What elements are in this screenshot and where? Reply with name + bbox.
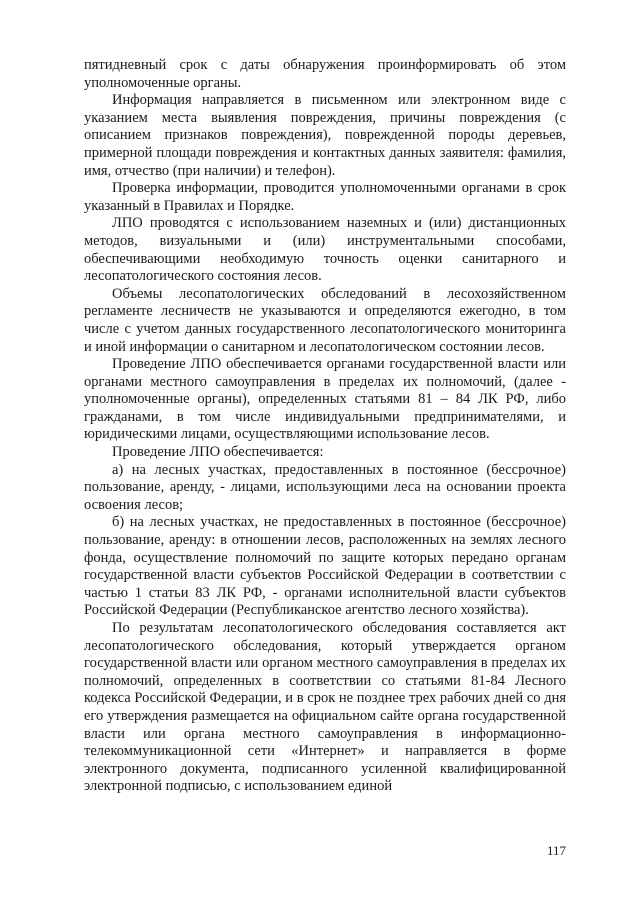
body-text [84,57,566,796]
paragraph-survey-act: По результатам лесопатологического обследования составляется акт лесопатологического обследования, который утверждается органом государственной власти или органом местного самоуправления в пределах их полномочий, определенных в соответствии со статьями 81-84 Лесного кодекса Российской Федерации, и в срок не позднее трех рабочих дней со дня его утверждения размещается на официальном сайте органа государственной власти или органа местного самоуправления в информационно-телекоммуникационной сети «Интернет» и направляется в форме электронного документа, подписанного усиленной квалифицированной электронной подписью, с использованием единой [84,620,566,795]
paragraph-lpo-responsibility: Проведение ЛПО обеспечивается органами государственной власти или органами местного самоуправления в пределах их полномочий, (далее - уполномоченные органы), определенных статьями 81 – 84 ЛК РФ, либо гражданами, в том числе индивидуальными предпринимателями, и юридическими лицами, осуществляющими использование лесов. [84,356,566,443]
paragraph-information-check: Проверка информации, проводится уполномоченными органами в срок указанный в Правилах и Порядке. [84,180,566,214]
paragraph-lpo-provision-heading: Проведение ЛПО обеспечивается: [112,444,324,461]
paragraph-lpo-methods: ЛПО проводятся с использованием наземных и (или) дистанционных методов, визуальными и (или) инструментальными способами, обеспечивающими необходимую точность оценки санитарного и лесопатологического состояния лесов. [84,215,566,285]
paragraph-information-submission: Информация направляется в письменном или электронном виде с указанием места выявления повреждения, причины повреждения (с описанием признаков повреждения), поврежденной породы деревьев, примерной площади повреждения и контактных данных заявителя: фамилия, имя, отчество (при наличии) и телефон). [84,92,566,179]
paragraph-survey-volumes: Объемы лесопатологических обследований в лесохозяйственном регламенте лесничеств не указываются и определяются ежегодно, в том числе с учетом данных государственного лесопатологического мониторинга и иной информации о санитарном и лесопатологическом состоянии лесов. [84,285,566,355]
paragraph-item-b: б) на лесных участках, не предоставленных в постоянное (бессрочное) пользование, аренду: в отношении лесов, расположенных на землях лесного фонда, осуществление полномочий по защите которых передано органам государственной власти субъектов Российской Федерации в соответствии с частью 1 статьи 83 ЛК РФ, - органами исполнительной власти субъектов Российской Федерации (Республиканское агентство лесного хозяйства). [84,514,566,619]
paragraph-continuation: пятидневный срок с даты обнаружения проинформировать об этом уполномоченные органы. [84,57,566,91]
page-number: 117 [546,843,566,858]
paragraph-item-a: а) на лесных участках, предоставленных в постоянное (бессрочное) пользование, аренду, - лицами, использующими леса на основании проекта освоения лесов; [84,461,566,513]
